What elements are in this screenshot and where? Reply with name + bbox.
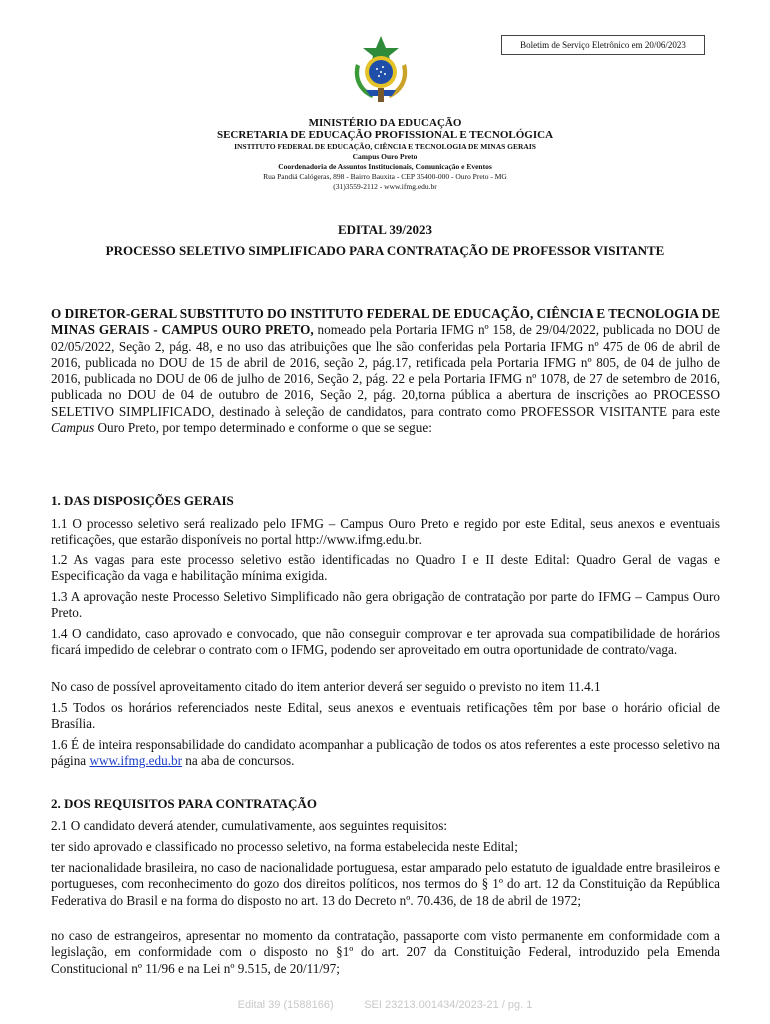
- contact-line: (31)3559-2112 - www.ifmg.edu.br: [333, 182, 437, 191]
- paragraph-1-5: 1.5 Todos os horários referenciados neste Edital, seus anexos e eventuais retificações têm por base o horário oficial de Brasília.: [51, 700, 720, 732]
- department-name: Coordenadoria de Assuntos Institucionais, Comunicação e Eventos: [278, 162, 492, 171]
- publication-stamp: Boletim de Serviço Eletrônico em 20/06/2023: [501, 35, 705, 55]
- brazil-coat-of-arms-icon: [348, 34, 414, 108]
- paragraph-2-1: 2.1 O candidato deverá atender, cumulativamente, aos seguintes requisitos:: [51, 818, 448, 833]
- address-line: Rua Pandiá Calógeras, 898 - Bairro Bauxita - CEP 35400-000 - Ouro Preto - MG: [263, 172, 507, 181]
- campus-name: Campus Ouro Preto: [352, 152, 418, 161]
- requirement-nationality: ter nacionalidade brasileira, no caso de nacionalidade portuguesa, estar amparado pelo estatuto de igualdade entre brasileiros e portugueses, com reconhecimento do gozo dos direitos políticos, nos termos do § 1º do art. 12 da Constituição da República Federativa do Brasil e na forma do disposto no art. 13 do Decreto nº. 70.436, de 18 de abril de 1972;: [51, 860, 720, 908]
- requirement-approved: ter sido aprovado e classificado no processo seletivo, na forma estabelecida neste Edital;: [51, 839, 518, 854]
- requirement-foreigners: no caso de estrangeiros, apresentar no momento da contratação, passaporte com visto permanente em conformidade com a legislação, em conformidade com o disposto no §1º do art. 207 da Constituição Federal, introduzido pela Emenda Constitucional nº 11/96 e na Lei nº 9.515, de 20/11/97;: [51, 928, 720, 976]
- footer-document-id: Edital 39 (1588166): [237, 999, 334, 1011]
- section-2-title: 2. DOS REQUISITOS PARA CONTRATAÇÃO: [51, 796, 317, 811]
- paragraph-1-4: 1.4 O candidato, caso aprovado e convocado, que não conseguir comprovar e ter aprovada sua compatibilidade de horários ficará impedido de celebrar o contrato com o IFMG, podendo ser aproveitado em outra oportunidade de contrato/vaga.: [51, 626, 720, 658]
- page-footer: [0, 999, 770, 1011]
- paragraph-1-3: 1.3 A aprovação neste Processo Seletivo Simplificado não gera obrigação de contratação por parte do IFMG – Campus Ouro Preto.: [51, 589, 720, 621]
- footer-process-page: SEI 23213.001434/2023-21 / pg. 1: [364, 999, 533, 1011]
- intro-text-1: nomeado pela Portaria IFMG nº 158, de 29/04/2022, publicada no DOU de 02/05/2022, Seção 2, pág. 48, e no uso das atribuições que lhe são conferidas pela Portaria IFMG nº 475 de 06 de abril de 2016, publicada no DOU de 15 de abril de 2016, seção 2, pág.17, retificada pela Portaria IFMG nº 805, de 04 de julho de 2016, publicada no DOU de 06 de julho de 2016, Seção 2, pág. 22 e pela Portaria IFMG nº 1078, de 27 de setembro de 2016, publicada no DOU de 04 de outubro de 2016, Seção 2, pág. 20,torna pública a abertura de inscrições ao PROCESSO SELETIVO SIMPLIFICADO, destinado à seleção de candidatos, para contrato como PROFESSOR VISITANTE para este: [51, 322, 720, 419]
- ifmg-site-link[interactable]: www.ifmg.edu.br: [89, 753, 182, 769]
- intro-paragraph: [51, 306, 720, 436]
- ministry-name: MINISTÉRIO DA EDUCAÇÃO: [308, 117, 462, 129]
- edital-number: EDITAL 39/2023: [337, 222, 433, 237]
- intro-bold: O DIRETOR-GERAL SUBSTITUTO DO INSTITUTO FEDERAL DE EDUCAÇÃO, CIÊNCIA E TECNOLOGIA DE MINAS GERAIS - CAMPUS OURO PRETO,: [51, 306, 720, 338]
- intro-italic: Campus: [51, 420, 95, 436]
- paragraph-1-1: 1.1 O processo seletivo será realizado pelo IFMG – Campus Ouro Preto e regido por este Edital, seus anexos e eventuais retificações, que estarão disponíveis no portal http://www.ifmg.edu.br.: [51, 516, 720, 548]
- paragraph-1-6: [51, 737, 720, 770]
- paragraph-1-6-text: 1.6 É de inteira responsabilidade do candidato acompanhar a publicação de todos os atos referentes a este processo seletivo na página: [51, 737, 720, 769]
- institute-name: INSTITUTO FEDERAL DE EDUCAÇÃO, CIÊNCIA E TECNOLOGIA DE MINAS GERAIS: [234, 142, 536, 151]
- paragraph-1-6-tail: na aba de concursos.: [182, 753, 295, 769]
- paragraph-1-2: 1.2 As vagas para este processo seletivo estão identificadas no Quadro I e II deste Edital: Quadro Geral de vagas e Especificação da vaga e habilitação mínima exigida.: [51, 552, 720, 584]
- paragraph-1-4-note: No caso de possível aproveitamento citado do item anterior deverá ser seguido o previsto no item 11.4.1: [51, 679, 601, 694]
- document-subtitle: PROCESSO SELETIVO SIMPLIFICADO PARA CONTRATAÇÃO DE PROFESSOR VISITANTE: [105, 243, 665, 258]
- intro-text-2: Ouro Preto, por tempo determinado e conforme o que se segue:: [94, 420, 432, 436]
- section-1-title: 1. DAS DISPOSIÇÕES GERAIS: [51, 493, 234, 508]
- secretariat-name: SECRETARIA DE EDUCAÇÃO PROFISSIONAL E TECNOLÓGICA: [216, 129, 554, 141]
